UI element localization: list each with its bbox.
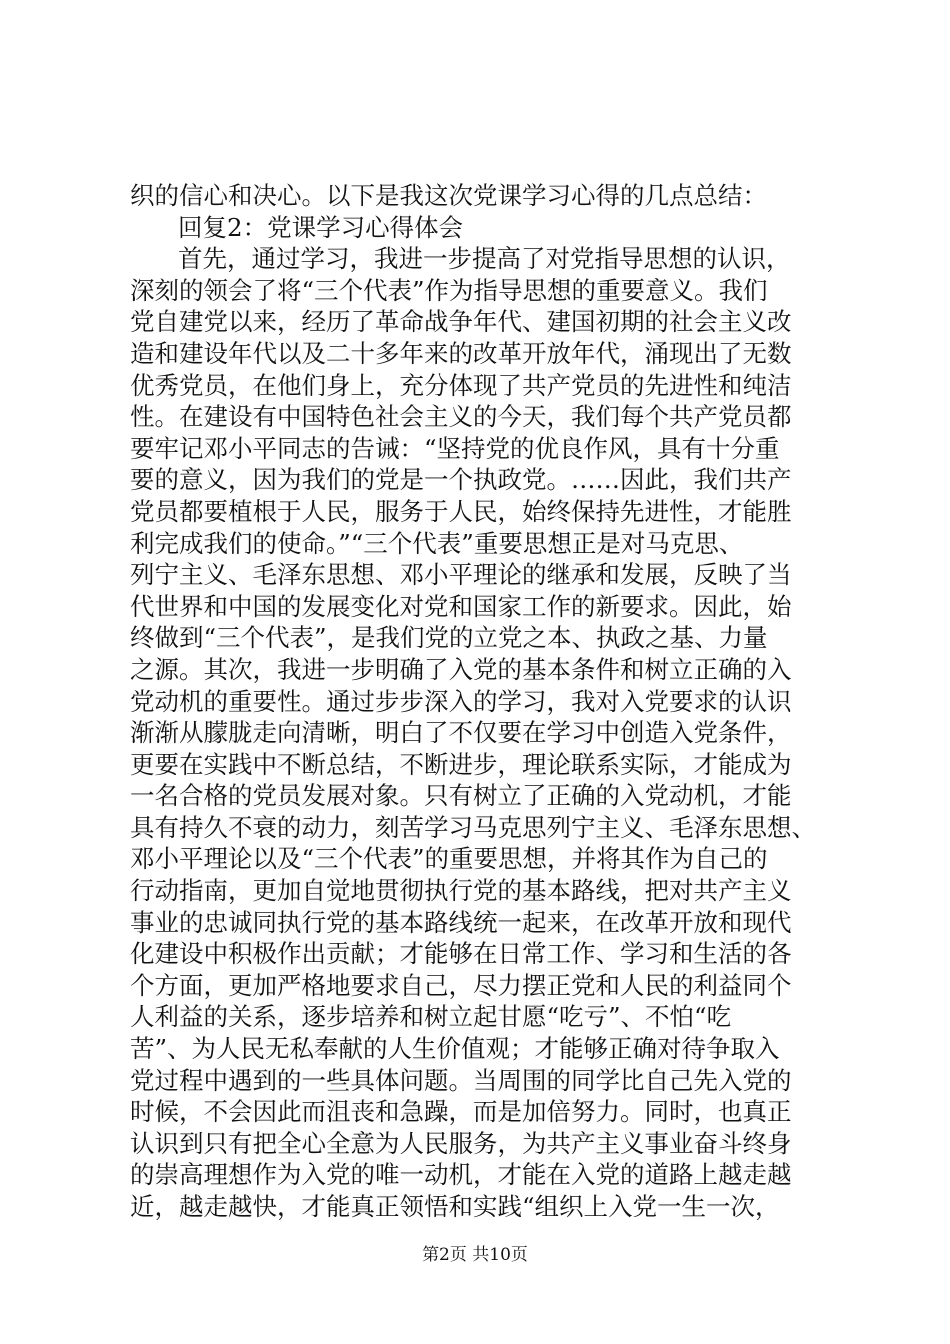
text-line: 人利益的关系，逐步培养和树立起甘愿“吃亏”、不怕“吃	[130, 1002, 732, 1032]
text-line: 之源。其次，我进一步明确了入党的基本条件和树立正确的入	[130, 654, 792, 684]
page-number-footer: 第2页 共10页	[422, 1245, 528, 1265]
text-line: 认识到只有把全心全意为人民服务，为共产主义事业奋斗终身	[130, 1128, 792, 1158]
document-body	[130, 180, 830, 1223]
text-line: 事业的忠诚同执行党的基本路线统一起来，在改革开放和现代	[130, 907, 792, 937]
text-line: 邓小平理论以及“三个代表”的重要思想，并将其作为自己的	[130, 844, 768, 874]
text-line: 一名合格的党员发展对象。只有树立了正确的入党动机，才能	[130, 781, 792, 811]
text-line: 代世界和中国的发展变化对党和国家工作的新要求。因此，始	[130, 591, 792, 621]
text-line: 首先，通过学习，我进一步提高了对党指导思想的认识，	[178, 244, 791, 274]
text-line: 造和建设年代以及二十多年来的改革开放年代，涌现出了无数	[130, 338, 792, 368]
text-line: 织的信心和决心。以下是我这次党课学习心得的几点总结：	[130, 181, 767, 210]
text-line: 列宁主义、毛泽东思想、邓小平理论的继承和发展，反映了当	[130, 560, 792, 590]
text-line: 苦”、为人民无私奉献的人生价值观；才能够正确对待争取入	[130, 1034, 780, 1064]
text-line: 的崇高理想作为入党的唯一动机，才能在入党的道路上越走越	[130, 1160, 792, 1190]
text-line: 近，越走越快，才能真正领悟和实践“组织上入党一生一次，	[130, 1192, 780, 1221]
text-line: 终做到“三个代表”，是我们党的立党之本、执政之基、力量	[130, 623, 768, 653]
text-line: 渐渐从朦胧走向清晰，明白了不仅要在学习中创造入党条件，	[130, 718, 792, 748]
text-line: 具有持久不衰的动力，刻苦学习马克思列宁主义、毛泽东思想、	[130, 812, 816, 842]
text-line: 要的意义，因为我们的党是一个执政党。……因此，我们共产	[130, 465, 792, 495]
text-line: 党员都要植根于人民，服务于人民，始终保持先进性，才能胜	[130, 496, 792, 526]
text-line: 时候，不会因此而沮丧和急躁，而是加倍努力。同时，也真正	[130, 1097, 792, 1127]
text-line: 个方面，更加严格地要求自己，尽力摆正党和人民的利益同个	[130, 970, 792, 1000]
text-line: 性。在建设有中国特色社会主义的今天，我们每个共产党员都	[130, 402, 792, 432]
text-line: 优秀党员，在他们身上，充分体现了共产党员的先进性和纯洁	[130, 370, 792, 400]
text-line: 党自建党以来，经历了革命战争年代、建国初期的社会主义改	[130, 307, 792, 337]
text-line: 利完成我们的使命。”“三个代表”重要思想正是对马克思、	[130, 528, 744, 558]
text-line: 更要在实践中不断总结，不断进步，理论联系实际，才能成为	[130, 749, 792, 779]
text-line: 党过程中遇到的一些具体问题。当周围的同学比自己先入党的	[130, 1065, 792, 1095]
text-line: 化建设中积极作出贡献；才能够在日常工作、学习和生活的各	[130, 939, 792, 969]
text-line: 深刻的领会了将“三个代表”作为指导思想的重要意义。我们	[130, 275, 768, 305]
text-line: 要牢记邓小平同志的告诫：“坚持党的优良作风，具有十分重	[130, 433, 780, 463]
reply-heading: 回复2：党课学习心得体会	[178, 212, 464, 242]
text-line: 行动指南，更加自觉地贯彻执行党的基本路线，把对共产主义	[130, 876, 792, 906]
text-line: 党动机的重要性。通过步步深入的学习，我对入党要求的认识	[130, 686, 792, 716]
